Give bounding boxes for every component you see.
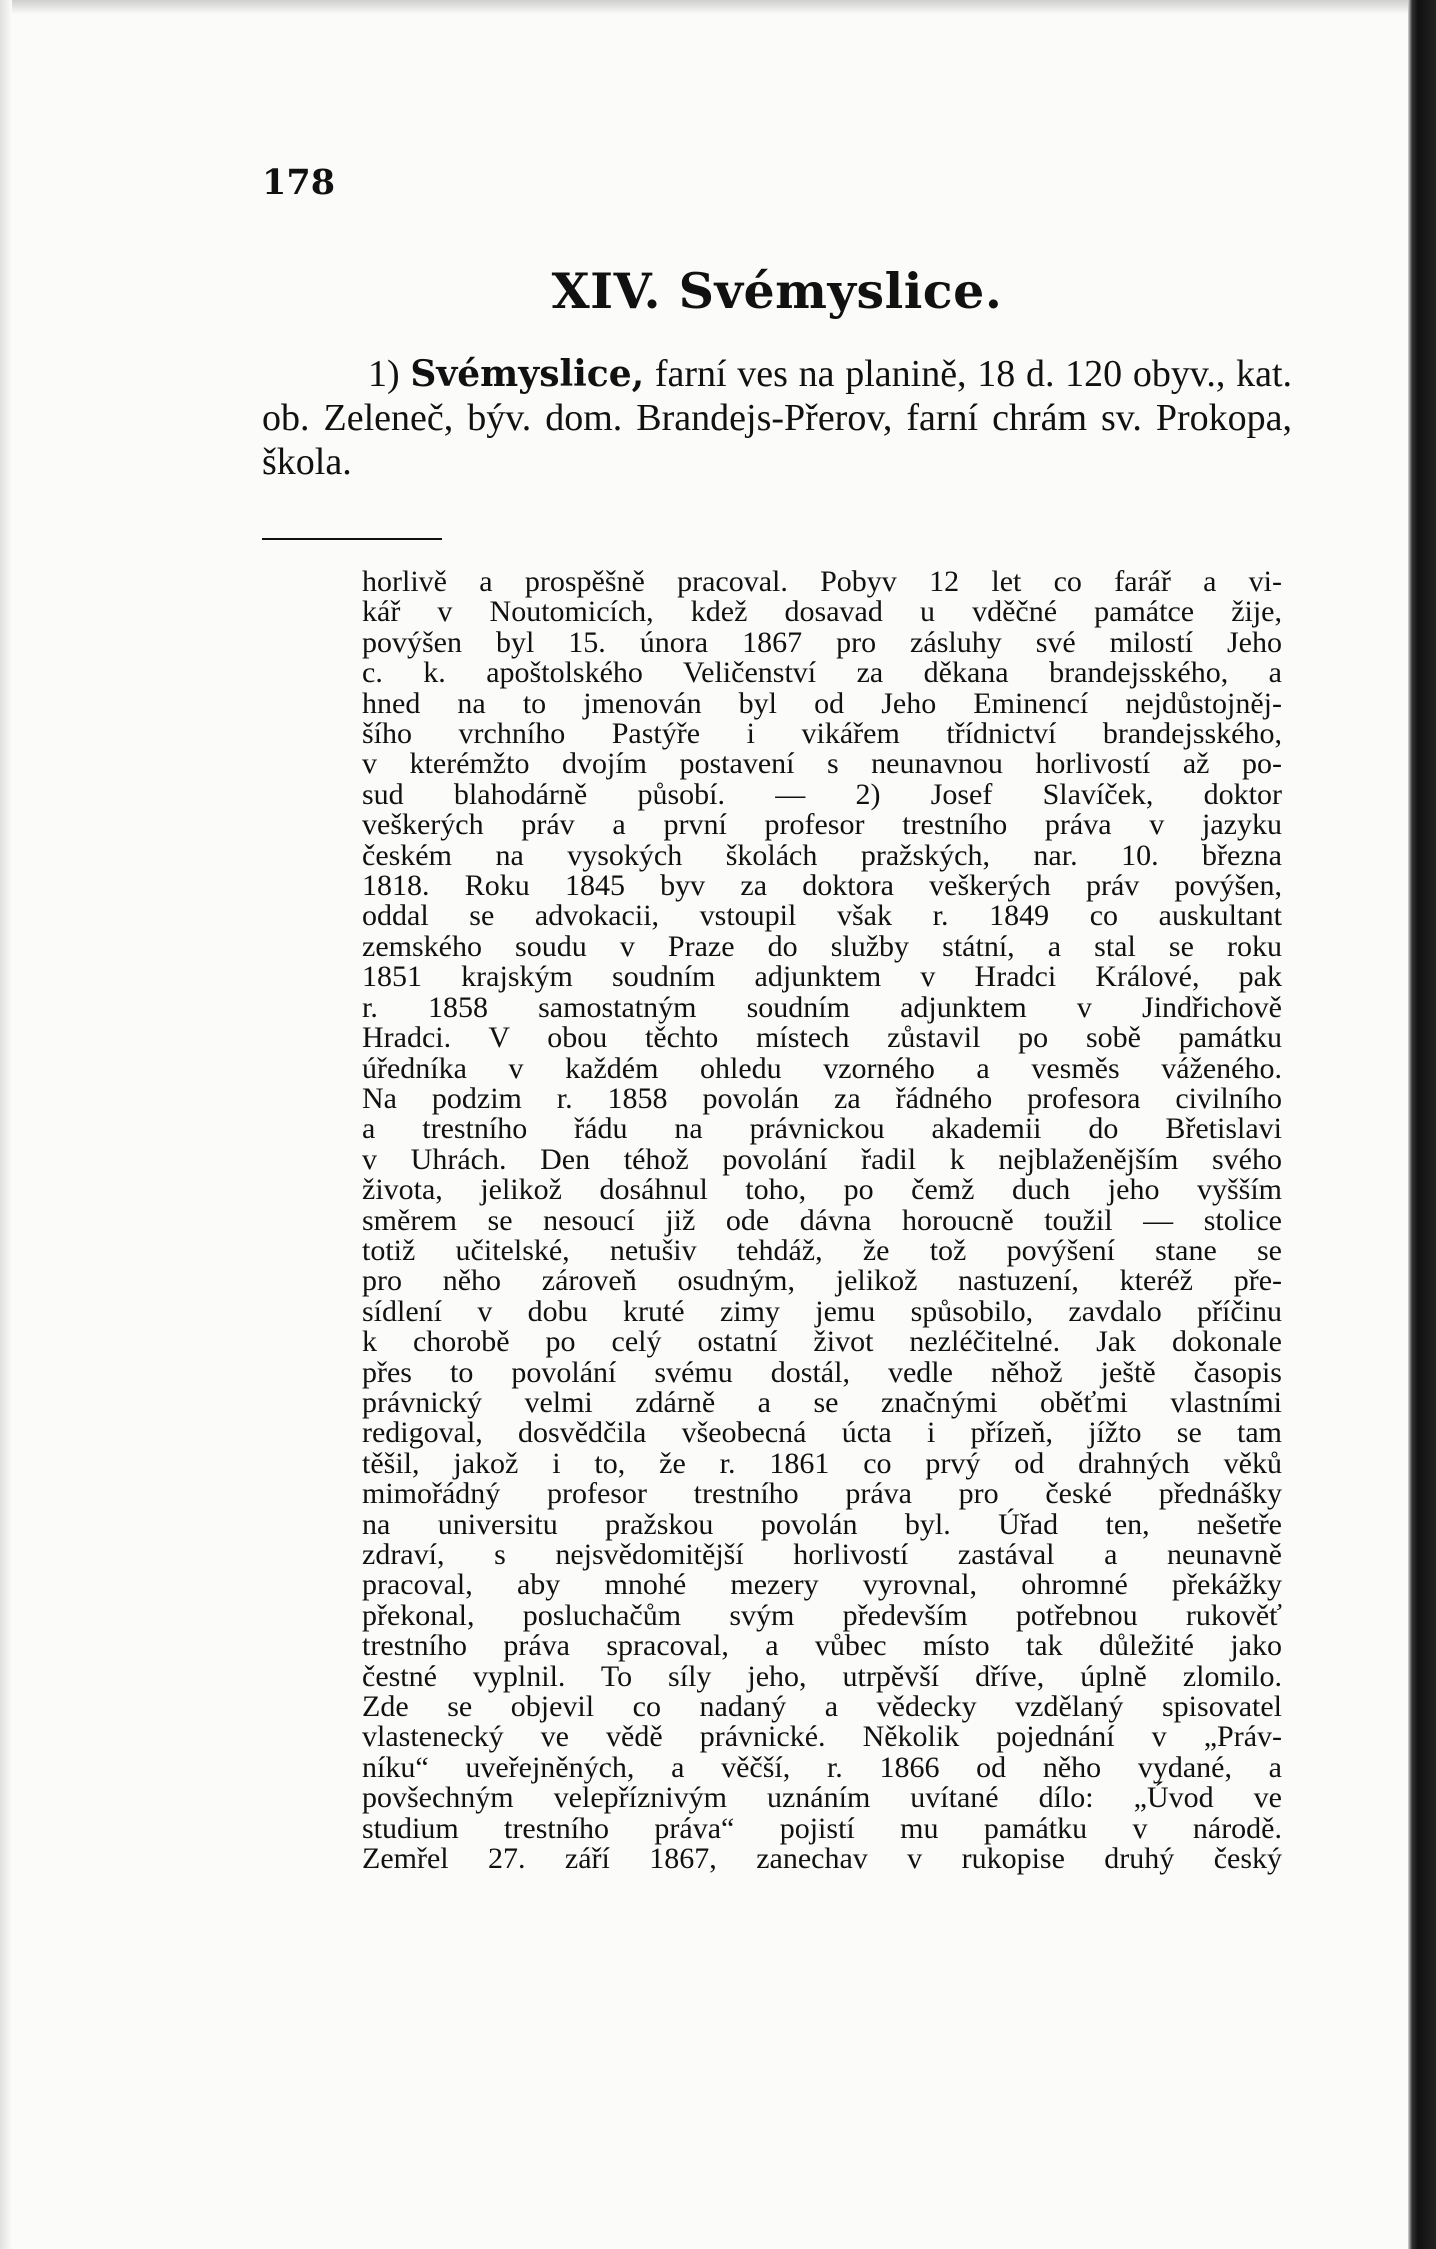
footnote-line: šího vrchního Pastýře i vikářem třídnictví brandejsského, xyxy=(362,717,1282,751)
page-top-edge xyxy=(0,0,1436,14)
footnote-line: právnický velmi zdárně a se značnými oběťmi vlastními xyxy=(362,1385,1282,1419)
footnote-line: sídlení v dobu kruté zimy jemu spůsobilo, zavdalo příčinu xyxy=(362,1294,1282,1328)
footnote-line: směrem se nesoucí již ode dávna horoucně toužil — stolice xyxy=(362,1203,1282,1237)
footnote-line: studium trestního práva“ pojistí mu památku v národě. xyxy=(362,1811,1282,1845)
footnote-line: totiž učitelské, netušiv tehdáž, že tož povýšení stane se xyxy=(362,1233,1282,1267)
footnote-line: mimořádný profesor trestního práva pro české přednášky xyxy=(362,1477,1282,1511)
footnote-line: veškerých práv a první profesor trestního práva v jazyku xyxy=(362,808,1282,842)
intro-place-name: Svémyslice, xyxy=(410,353,645,395)
footnote-line: kář v Noutomicích, kdež dosavad u vděčné památce žije, xyxy=(362,595,1282,629)
footnote-line: přes to povolání svému dostál, vedle něhož ještě časopis xyxy=(362,1355,1282,1389)
footnote-line: a trestního řádu na právnickou akademii do Břetislavi xyxy=(362,1112,1282,1146)
footnote-line: na universitu pražskou povolán byl. Úřad ten, nešetře xyxy=(362,1507,1282,1541)
footnote-line: Zemřel 27. září 1867, zanechav v rukopise druhý český xyxy=(362,1842,1282,1876)
footnote-line: čestné vyplnil. To síly jeho, utrpěvší dříve, úplně zlomilo. xyxy=(362,1659,1282,1693)
footnote-line: života, jelikož dosáhnul toho, po čemž duch jeho vyšším xyxy=(362,1173,1282,1207)
footnote-line: 1818. Roku 1845 byv za doktora veškerých práv povýšen, xyxy=(362,869,1282,903)
footnote-line: hned na to jmenován byl od Jeho Eminencí nejdůstojněj- xyxy=(362,686,1282,720)
footnote-line: c. k. apoštolského Veličenství za děkana brandejsského, a xyxy=(362,656,1282,690)
chapter-title: XIV. Svémyslice. xyxy=(551,262,1003,320)
footnote-line: překonal, posluchačům svým především potřebnou rukověť xyxy=(362,1598,1282,1632)
footnote-line: pro něho zároveň osudným, jelikož nastuzení, kteréž pře- xyxy=(362,1264,1282,1298)
footnote-separator xyxy=(262,538,442,540)
footnote-line: r. 1858 samostatným soudním adjunktem v Jindřichově xyxy=(362,990,1282,1024)
footnote-line: povýšen byl 15. února 1867 pro zásluhy své milostí Jeho xyxy=(362,625,1282,659)
footnote-line: Zde se objevil co nadaný a vědecky vzdělaný spisovatel xyxy=(362,1690,1282,1724)
footnote-line: vlastenecký ve vědě právnické. Několik pojednání v „Práv- xyxy=(362,1720,1282,1754)
footnote-line: k chorobě po celý ostatní život nezléčitelné. Jak dokonale xyxy=(362,1325,1282,1359)
footnote-line: redigoval, dosvědčila všeobecná úcta i přízeň, jížto se tam xyxy=(362,1416,1282,1450)
footnote-line: v kterémžto dvojím postavení s neunavnou horlivostí až po- xyxy=(362,747,1282,781)
footnote-line: povšechným velepříznivým uznáním uvítané dílo: „Úvod ve xyxy=(362,1781,1282,1815)
page-left-edge xyxy=(0,0,12,2249)
footnote-line: zemského soudu v Praze do služby státní, a stal se roku xyxy=(362,929,1282,963)
intro-number: 1) xyxy=(368,353,411,395)
footnote-line: Hradci. V obou těchto místech zůstavil po sobě památku xyxy=(362,1021,1282,1055)
footnote-line: horlivě a prospěšně pracoval. Pobyv 12 let co farář a vi- xyxy=(362,565,1282,598)
footnote-line: 1851 krajským soudním adjunktem v Hradci Králové, pak xyxy=(362,960,1282,994)
footnote-line: úředníka v každém ohledu vzorného a vesměs váženého. xyxy=(362,1051,1282,1085)
footnote-line: Na podzim r. 1858 povolán za řádného profesora civilního xyxy=(362,1081,1282,1115)
footnote-line: níku“ uveřejněných, a věčší, r. 1866 od něho vydané, a xyxy=(362,1750,1282,1784)
footnote-line: pracoval, aby mnohé mezery vyrovnal, ohromné překážky xyxy=(362,1568,1282,1602)
intro-paragraph xyxy=(262,352,1292,484)
footnote-line: trestního práva spracoval, a vůbec místo tak důležité jako xyxy=(362,1629,1282,1663)
footnote-line: zdraví, s nejsvědomitější horlivostí zastával a neunavně xyxy=(362,1538,1282,1571)
intro-text: farní ves na planině, 18 d. 120 obyv., kat. ob. Zeleneč, býv. dom. Brandejs-Přerov, farní chrám sv. Prokopa, škola. xyxy=(262,353,1293,483)
page-number: 178 xyxy=(262,162,336,203)
footnote-line: sud blahodárně působí. — 2) Josef Slavíček, doktor xyxy=(362,777,1282,811)
footnote-line: těšil, jakož i to, že r. 1861 co prvý od drahných věků xyxy=(362,1446,1282,1480)
footnote-block xyxy=(362,567,1282,1874)
footnote-line: oddal se advokacii, vstoupil však r. 1849 co auskultant xyxy=(362,899,1282,933)
footnote-line: v Uhrách. Den téhož povolání řadil k nejblaženějším svého xyxy=(362,1142,1282,1176)
page-right-edge xyxy=(1408,0,1436,2249)
footnote-line: českém na vysokých školách pražských, nar. 10. března xyxy=(362,838,1282,872)
